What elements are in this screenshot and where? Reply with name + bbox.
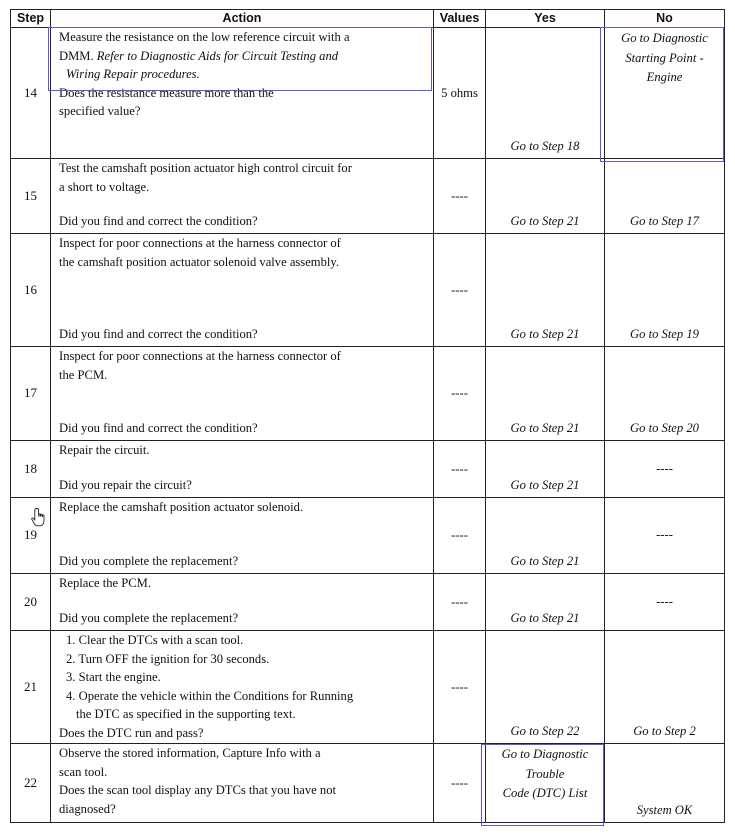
no-destination: Go to Step 20 xyxy=(630,421,699,436)
action-content xyxy=(59,574,427,629)
yes-cell xyxy=(486,234,605,347)
no-cell xyxy=(605,347,725,441)
no-cell xyxy=(605,744,725,823)
values-cell xyxy=(434,347,486,441)
yes-cell xyxy=(486,498,605,574)
action-cell xyxy=(51,234,434,347)
procedure-step-text: 1. Clear the DTCs with a scan tool. xyxy=(66,633,244,647)
action-text: Inspect for poor connections at the harness connector of xyxy=(59,236,341,250)
value-text: ---- xyxy=(451,188,468,203)
action-line xyxy=(59,744,427,763)
action-cell xyxy=(51,159,434,234)
yes-cell xyxy=(486,631,605,744)
no-content xyxy=(605,744,724,821)
yes-content xyxy=(486,441,604,496)
action-line xyxy=(59,347,427,366)
no-content xyxy=(605,574,724,629)
action-text: Repair the circuit. xyxy=(59,443,150,457)
yes-destination-line: Trouble xyxy=(525,766,565,781)
step-cell xyxy=(11,234,51,347)
action-content xyxy=(59,441,427,496)
yes-destination: Go to Step 18 xyxy=(510,139,580,154)
action-text: Replace the camshaft position actuator solenoid. xyxy=(59,500,304,514)
procedure-list-item xyxy=(59,668,427,687)
step-number: 15 xyxy=(24,187,37,203)
table-header-row xyxy=(11,10,725,28)
action-text: diagnosed? xyxy=(59,801,116,816)
no-content xyxy=(605,441,724,496)
action-line xyxy=(59,65,427,84)
no-destination-line: Go to Diagnostic xyxy=(621,31,708,45)
action-text: specified value? xyxy=(59,104,141,119)
step-number: 16 xyxy=(24,281,37,297)
action-text: Does the scan tool display any DTCs that you have not xyxy=(59,783,337,798)
action-content xyxy=(59,498,427,572)
value-text: ---- xyxy=(451,594,468,609)
action-text: the PCM. xyxy=(59,367,108,382)
action-text: scan tool. xyxy=(59,764,108,779)
no-destination-line: Starting Point - xyxy=(625,50,704,65)
action-line xyxy=(59,441,427,460)
step-cell xyxy=(11,28,51,159)
value-text: ---- xyxy=(451,775,468,790)
procedure-step-text: the DTC as specified in the supporting text. xyxy=(76,707,296,722)
action-line xyxy=(59,234,427,253)
step-number: 18 xyxy=(24,460,37,476)
yes-destination: Go to Step 21 xyxy=(510,554,580,569)
values-cell xyxy=(434,744,486,823)
table-row xyxy=(11,574,725,631)
values-cell xyxy=(434,441,486,498)
header-values: Values xyxy=(434,10,486,28)
step-number: 20 xyxy=(24,593,37,609)
values-cell xyxy=(434,28,486,159)
diagnostic-table xyxy=(10,9,725,823)
yes-destination: Go to Step 21 xyxy=(510,214,580,229)
action-question: Did you complete the replacement? xyxy=(59,611,239,626)
yes-content xyxy=(486,159,604,232)
value-text: ---- xyxy=(451,461,468,476)
no-destination: Go to Step 17 xyxy=(630,214,699,229)
values-cell xyxy=(434,159,486,234)
action-cell xyxy=(51,347,434,441)
yes-destination: Go to Step 21 xyxy=(510,421,580,436)
table-row xyxy=(11,744,725,823)
yes-content xyxy=(486,347,604,439)
yes-destination-line: Code (DTC) List xyxy=(502,786,588,801)
action-reference-text: Wiring Repair procedures. xyxy=(66,67,200,82)
action-content xyxy=(59,347,427,439)
no-destination: Go to Step 19 xyxy=(630,327,699,342)
procedure-list-item xyxy=(59,705,427,724)
action-line xyxy=(59,84,427,103)
action-reference-text: Refer to Diagnostic Aids for Circuit Testing and xyxy=(96,48,339,63)
header-no: No xyxy=(605,10,725,28)
yes-cell xyxy=(486,347,605,441)
step-cell xyxy=(11,631,51,744)
values-cell xyxy=(434,574,486,631)
yes-content xyxy=(486,631,604,742)
action-cell xyxy=(51,28,434,159)
action-text: a short to voltage. xyxy=(59,179,150,194)
table-row xyxy=(11,441,725,498)
action-content xyxy=(59,234,427,345)
value-text: ---- xyxy=(451,282,468,297)
value-text: ---- xyxy=(451,386,468,401)
action-text: Does the resistance measure more than the xyxy=(59,85,274,100)
no-empty-marker: ---- xyxy=(656,461,673,476)
hand-pointer-cursor-icon xyxy=(30,507,50,529)
table-row xyxy=(11,234,725,347)
procedure-step-text: 4. Operate the vehicle within the Conditions for Running xyxy=(66,688,354,703)
table-row xyxy=(11,498,725,574)
action-text: Replace the PCM. xyxy=(59,576,151,590)
yes-destination-line: Go to Diagnostic xyxy=(501,747,589,761)
header-yes: Yes xyxy=(486,10,605,28)
action-line xyxy=(59,498,427,517)
action-line xyxy=(59,47,427,66)
yes-cell xyxy=(486,441,605,498)
no-destination: Go to Step 2 xyxy=(633,724,696,739)
action-question: Did you find and correct the condition? xyxy=(59,421,258,436)
no-content xyxy=(605,28,724,157)
procedure-step-text: 3. Start the engine. xyxy=(66,670,161,685)
yes-destination: Go to Step 22 xyxy=(510,724,580,739)
action-content xyxy=(59,744,427,821)
action-line xyxy=(59,366,427,385)
step-cell xyxy=(11,744,51,823)
step-cell xyxy=(11,159,51,234)
no-content xyxy=(605,498,724,572)
header-step: Step xyxy=(11,10,51,28)
no-content xyxy=(605,347,724,439)
yes-content xyxy=(486,498,604,572)
table-row xyxy=(11,631,725,744)
step-number: 14 xyxy=(24,84,37,100)
step-number: 21 xyxy=(24,678,37,694)
no-cell xyxy=(605,234,725,347)
values-cell xyxy=(434,498,486,574)
procedure-list-item xyxy=(59,687,427,706)
yes-content xyxy=(486,28,604,157)
no-content xyxy=(605,631,724,742)
header-action: Action xyxy=(51,10,434,28)
action-question: Did you repair the circuit? xyxy=(59,478,192,493)
no-cell xyxy=(605,631,725,744)
action-cell xyxy=(51,498,434,574)
action-question: Does the DTC run and pass? xyxy=(59,725,204,740)
action-cell xyxy=(51,744,434,823)
diagnostic-table-document xyxy=(10,9,725,823)
action-cell xyxy=(51,441,434,498)
no-destination-line: Engine xyxy=(646,70,683,85)
action-text: DMM. xyxy=(59,48,97,63)
procedure-list-item xyxy=(59,631,427,650)
action-text: Measure the resistance on the low reference circuit with a xyxy=(59,30,350,44)
yes-content xyxy=(486,744,604,821)
value-text: ---- xyxy=(451,528,468,543)
action-line xyxy=(59,159,427,178)
action-text: the camshaft position actuator solenoid valve assembly. xyxy=(59,254,340,269)
values-cell xyxy=(434,234,486,347)
yes-destination: Go to Step 21 xyxy=(510,611,580,626)
action-line xyxy=(59,800,427,819)
no-destination: System OK xyxy=(636,803,693,818)
step-cell xyxy=(11,347,51,441)
value-text: 5 ohms xyxy=(441,85,478,100)
yes-cell xyxy=(486,574,605,631)
yes-destination: Go to Step 21 xyxy=(510,478,580,493)
values-cell xyxy=(434,631,486,744)
yes-cell xyxy=(486,744,605,823)
value-text: ---- xyxy=(451,679,468,694)
action-line xyxy=(59,781,427,800)
step-cell xyxy=(11,574,51,631)
action-line xyxy=(59,253,427,272)
action-line xyxy=(59,178,427,197)
no-empty-marker: ---- xyxy=(656,527,673,542)
action-question: Did you find and correct the condition? xyxy=(59,327,258,342)
action-content xyxy=(59,631,427,742)
action-line xyxy=(59,102,427,121)
no-content xyxy=(605,234,724,345)
action-text: Observe the stored information, Capture Info with a xyxy=(59,746,321,760)
step-cell xyxy=(11,441,51,498)
action-question: Did you complete the replacement? xyxy=(59,554,239,569)
yes-destination: Go to Step 21 xyxy=(510,327,580,342)
action-content xyxy=(59,28,427,157)
action-text: Inspect for poor connections at the harness connector of xyxy=(59,349,341,363)
table-row xyxy=(11,28,725,159)
action-cell xyxy=(51,574,434,631)
no-cell xyxy=(605,159,725,234)
action-content xyxy=(59,159,427,232)
action-cell xyxy=(51,631,434,744)
yes-content xyxy=(486,574,604,629)
step-number: 22 xyxy=(24,774,37,790)
action-text: Test the camshaft position actuator high control circuit for xyxy=(59,161,352,175)
procedure-list-item xyxy=(59,650,427,669)
yes-cell xyxy=(486,159,605,234)
no-empty-marker: ---- xyxy=(656,594,673,609)
step-number: 17 xyxy=(24,385,37,401)
table-row xyxy=(11,347,725,441)
no-cell xyxy=(605,574,725,631)
procedure-list xyxy=(59,631,427,724)
step-number: 19 xyxy=(24,527,37,543)
no-cell xyxy=(605,498,725,574)
procedure-step-text: 2. Turn OFF the ignition for 30 seconds. xyxy=(66,651,270,666)
action-question: Did you find and correct the condition? xyxy=(59,214,258,229)
table-row xyxy=(11,159,725,234)
action-line xyxy=(59,763,427,782)
yes-cell xyxy=(486,28,605,159)
no-cell xyxy=(605,441,725,498)
yes-content xyxy=(486,234,604,345)
no-content xyxy=(605,159,724,232)
no-cell xyxy=(605,28,725,159)
action-line xyxy=(59,574,427,593)
action-line xyxy=(59,28,427,47)
